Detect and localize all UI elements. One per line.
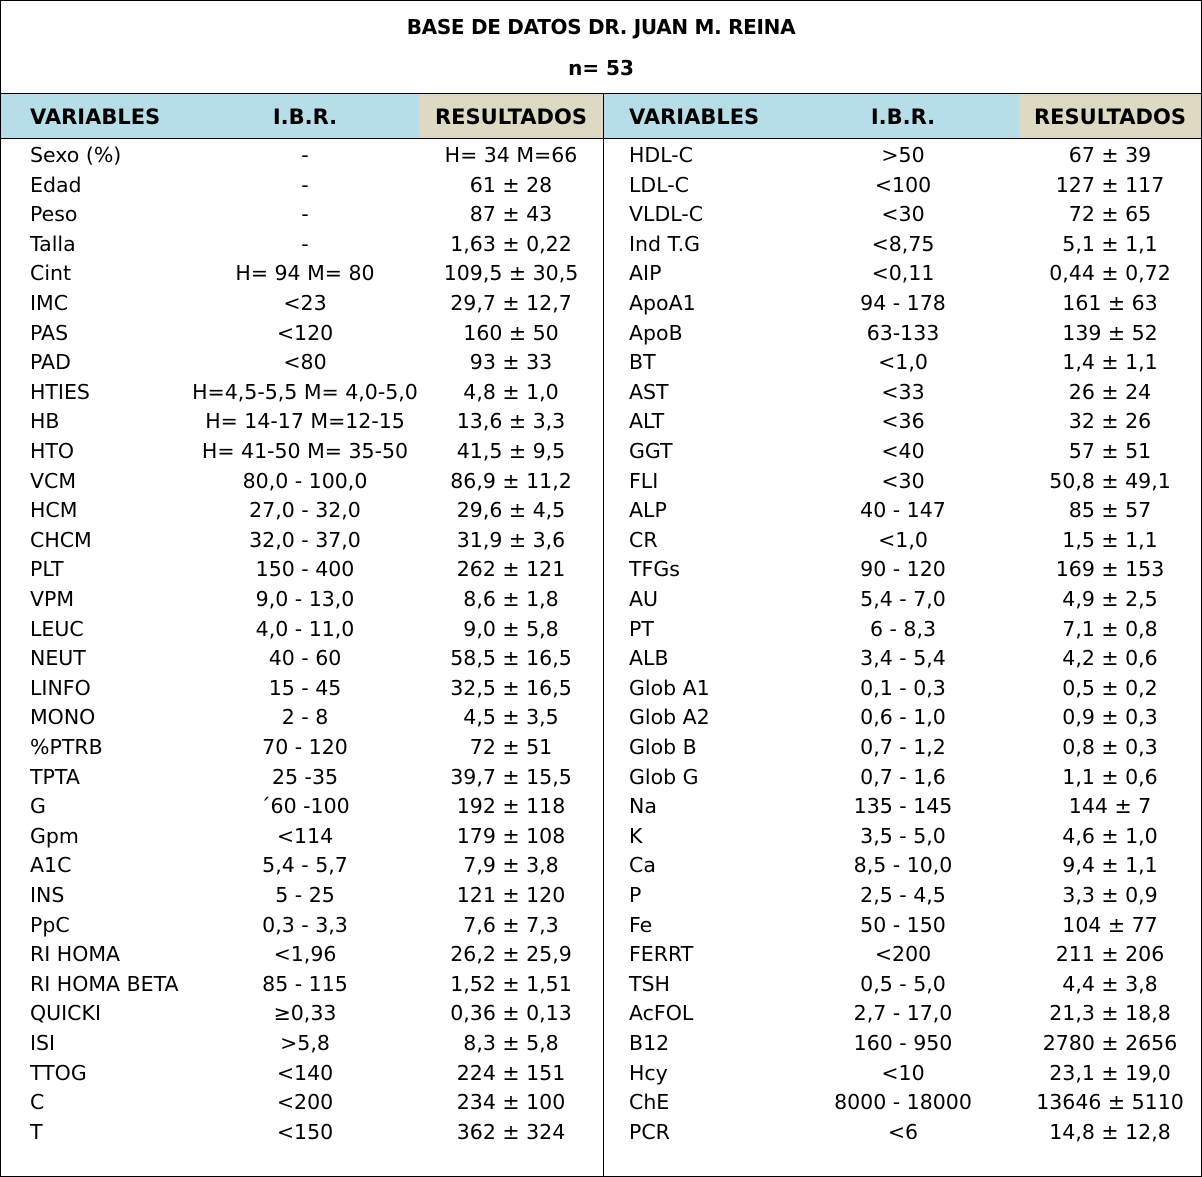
table-row [1,822,1201,852]
variable-cell: Fe [629,912,653,937]
variable-cell: TTOG [30,1060,87,1085]
header-resultados-right: RESULTADOS [1019,94,1201,138]
ibr-cell: <33 [881,379,925,404]
result-cell: 104 ± 77 [1062,912,1158,937]
variable-cell: LDL-C [629,172,689,197]
ibr-cell: - [301,202,309,227]
result-cell: 211 ± 206 [1055,942,1165,967]
result-cell: 26,2 ± 25,9 [450,942,572,967]
table-row [1,940,1201,970]
table-row [1,674,1201,704]
variable-cell: %PTRB [30,735,103,759]
result-cell: 160 ± 50 [463,320,559,345]
result-cell: 32 ± 26 [1068,409,1152,434]
variable-cell: K [629,823,643,848]
variable-cell: VLDL-C [629,202,704,227]
variable-cell: HTIES [30,379,90,404]
variable-cell: RI HOMA BETA [30,971,179,996]
ibr-cell: 85 - 115 [262,971,348,996]
result-cell: 169 ± 153 [1055,557,1165,582]
result-cell: 121 ± 120 [456,883,566,907]
variable-cell: Edad [30,172,82,197]
ibr-cell: 63-133 [866,320,940,345]
result-cell: 234 ± 100 [456,1090,566,1115]
result-cell: 29,7 ± 12,7 [450,291,572,315]
ibr-cell: 2,7 - 17,0 [853,1001,953,1026]
ibr-cell: H=4,5-5,5 M= 4,0-5,0 [192,379,418,404]
variable-cell: Glob B [629,735,697,759]
ibr-cell: 8,5 - 10,0 [853,853,953,878]
result-cell: 1,4 ± 1,1 [1062,350,1158,375]
table-row [1,348,1201,378]
ibr-cell: <0,11 [871,261,935,286]
variable-cell: CR [629,527,658,552]
variable-cell: Peso [30,202,78,227]
result-cell: 5,1 ± 1,1 [1062,231,1158,256]
header-ibr-left: I.B.R. [272,105,338,129]
variable-cell: PCR [629,1119,670,1144]
ibr-cell: 0,3 - 3,3 [262,912,348,937]
table-row [1,585,1201,615]
ibr-cell: 3,4 - 5,4 [860,646,946,671]
result-cell: 13646 ± 5110 [1036,1090,1184,1115]
ibr-cell: >5,8 [280,1031,330,1055]
variable-cell: T [30,1119,43,1144]
result-cell: 41,5 ± 9,5 [456,439,566,463]
ibr-cell: <1,96 [273,942,337,967]
variable-cell: HCM [30,498,78,523]
result-cell: 7,6 ± 7,3 [463,912,559,937]
ibr-cell: 0,1 - 0,3 [860,675,946,700]
result-cell: 58,5 ± 16,5 [450,646,572,671]
variable-cell: GGT [629,439,673,463]
ibr-cell: 40 - 60 [268,646,342,671]
ibr-cell: 27,0 - 32,0 [249,498,361,523]
ibr-cell: 0,7 - 1,2 [860,735,946,759]
ibr-cell: <30 [881,468,925,493]
ibr-cell: <1,0 [878,527,928,552]
result-cell: 192 ± 118 [456,794,566,819]
ibr-cell: <6 [887,1119,919,1144]
result-cell: 0,5 ± 0,2 [1062,675,1158,700]
variable-cell: RI HOMA [30,942,121,967]
ibr-cell: - [301,172,309,197]
table-row [1,1118,1201,1148]
table-row [1,911,1201,941]
ibr-cell: <1,0 [878,350,928,375]
variable-cell: Talla [30,231,76,256]
ibr-cell: 15 - 45 [268,675,342,700]
table-row [1,437,1201,467]
table-row [1,763,1201,793]
result-cell: 86,9 ± 11,2 [450,468,572,493]
ibr-cell: - [301,143,309,167]
result-cell: 72 ± 65 [1068,202,1152,227]
result-cell: 21,3 ± 18,8 [1049,1001,1171,1026]
table-row [1,644,1201,674]
variable-cell: HTO [30,439,75,463]
variable-cell: MONO [30,705,96,730]
variable-cell: FLI [629,468,659,493]
table-row [1,289,1201,319]
result-cell: 85 ± 57 [1068,498,1152,523]
ibr-cell: <100 [874,172,932,197]
variable-cell: Ca [629,853,656,878]
variable-cell: PpC [30,912,70,937]
variable-cell: FERRT [629,942,694,967]
variable-cell: QUICKI [30,1001,101,1026]
variable-cell: ISI [30,1031,56,1055]
ibr-cell: <150 [276,1119,334,1144]
table-row [1,407,1201,437]
result-cell: 8,6 ± 1,8 [463,587,559,611]
ibr-cell: <114 [276,823,334,848]
variable-cell: B12 [629,1031,670,1055]
result-cell: 87 ± 43 [469,202,553,227]
ibr-cell: <36 [881,409,925,434]
result-cell: 4,6 ± 1,0 [1062,823,1158,848]
result-cell: 9,0 ± 5,8 [463,616,559,641]
ibr-cell: <120 [276,320,334,345]
result-cell: 39,7 ± 15,5 [450,764,572,789]
ibr-cell: <30 [881,202,925,227]
result-cell: 29,6 ± 4,5 [456,498,566,523]
table-row [1,171,1201,201]
result-cell: 26 ± 24 [1068,379,1152,404]
variable-cell: CHCM [30,527,92,552]
variable-cell: PT [629,616,654,641]
table-row [1,259,1201,289]
variable-cell: TFGs [629,557,680,582]
table-row [1,141,1201,171]
result-cell: 3,3 ± 0,9 [1062,883,1158,907]
result-cell: 7,9 ± 3,8 [463,853,559,878]
table-row [1,467,1201,497]
ibr-cell: ´60 -100 [260,794,350,819]
result-cell: 13,6 ± 3,3 [456,409,566,434]
ibr-cell: 90 - 120 [860,557,946,582]
table-row [1,970,1201,1000]
result-cell: 0,9 ± 0,3 [1062,705,1158,730]
variable-cell: VPM [30,587,75,611]
table-row [1,1029,1201,1059]
variable-cell: ALP [629,498,667,523]
ibr-cell: 135 - 145 [853,794,953,819]
result-cell: 14,8 ± 12,8 [1049,1119,1171,1144]
table-row [1,230,1201,260]
variable-cell: VCM [30,468,77,493]
variable-cell: Glob A1 [629,675,710,700]
result-cell: 262 ± 121 [456,557,566,582]
ibr-cell: 0,6 - 1,0 [860,705,946,730]
variable-cell: C [30,1090,45,1115]
result-cell: 4,2 ± 0,6 [1062,646,1158,671]
title-area [1,1,1201,94]
result-cell: 4,9 ± 2,5 [1062,587,1158,611]
header-variables-left: VARIABLES [30,105,161,129]
variable-cell: TSH [629,971,670,996]
ibr-cell: <8,75 [871,231,935,256]
variable-cell: PAD [30,350,71,375]
table-row [1,615,1201,645]
ibr-cell: H= 41-50 M= 35-50 [201,439,409,463]
variable-cell: LEUC [30,616,84,641]
variable-cell: ApoB [629,320,683,345]
result-cell: 93 ± 33 [469,350,553,375]
result-cell: 32,5 ± 16,5 [450,675,572,700]
variable-cell: AIP [629,261,662,286]
table-row [1,200,1201,230]
ibr-cell: 5 - 25 [275,883,335,907]
result-cell: 57 ± 51 [1068,439,1152,463]
sample-size: n= 53 [568,56,634,80]
ibr-cell: H= 14-17 M=12-15 [205,409,405,434]
variable-cell: Ind T.G [629,231,701,256]
variable-cell: Sexo (%) [30,143,122,167]
ibr-cell: 2 - 8 [281,705,329,730]
header-ibr-right: I.B.R. [870,105,936,129]
ibr-cell: 8000 - 18000 [834,1090,972,1115]
ibr-cell: <23 [283,291,327,315]
result-cell: 127 ± 117 [1055,172,1165,197]
result-cell: 179 ± 108 [456,823,566,848]
ibr-cell: 5,4 - 7,0 [860,587,946,611]
table-row [1,999,1201,1029]
result-cell: 72 ± 51 [469,735,553,759]
ibr-cell: 94 - 178 [860,291,946,315]
result-cell: 139 ± 52 [1062,320,1158,345]
variable-cell: ALT [629,409,665,434]
variable-cell: HB [30,409,60,434]
result-cell: 4,8 ± 1,0 [463,379,559,404]
table-row [1,555,1201,585]
table-row [1,733,1201,763]
table-row [1,792,1201,822]
result-cell: 7,1 ± 0,8 [1062,616,1158,641]
variable-cell: PAS [30,320,69,345]
variable-cell: Glob G [629,764,699,789]
ibr-cell: 4,0 - 11,0 [255,616,355,641]
table-row [1,319,1201,349]
variable-cell: IMC [30,291,69,315]
ibr-cell: 25 -35 [271,764,339,789]
result-cell: 144 ± 7 [1068,794,1152,819]
result-cell: 1,63 ± 0,22 [450,231,572,256]
variable-cell: AU [629,587,659,611]
table-row [1,496,1201,526]
variable-cell: Glob A2 [629,705,710,730]
ibr-cell: 80,0 - 100,0 [242,468,368,493]
variable-cell: A1C [30,853,72,878]
result-cell: 4,4 ± 3,8 [1062,971,1158,996]
table-row [1,881,1201,911]
ibr-cell: 70 - 120 [262,735,348,759]
variable-cell: PLT [30,557,64,582]
ibr-cell: <80 [283,350,327,375]
table-row [1,1059,1201,1089]
ibr-cell: 40 - 147 [860,498,946,523]
ibr-cell: 2,5 - 4,5 [860,883,946,907]
result-cell: 8,3 ± 5,8 [463,1031,559,1055]
result-cell: 50,8 ± 49,1 [1049,468,1171,493]
ibr-cell: H= 94 M= 80 [235,261,375,286]
ibr-cell: 5,4 - 5,7 [262,853,348,878]
variable-cell: P [629,883,642,907]
ibr-cell: - [301,231,309,256]
ibr-cell: <200 [874,942,932,967]
page-title: BASE DE DATOS DR. JUAN M. REINA [406,15,796,39]
ibr-cell: 0,7 - 1,6 [860,764,946,789]
result-cell: 362 ± 324 [456,1119,566,1144]
column-header-row [1,94,1201,139]
ibr-cell: 160 - 950 [853,1031,953,1055]
result-cell: 67 ± 39 [1068,143,1152,167]
ibr-cell: <140 [276,1060,334,1085]
result-cell: 224 ± 151 [456,1060,566,1085]
variable-cell: BT [629,350,656,375]
variable-cell: TPTA [30,764,80,789]
variable-cell: ALB [629,646,669,671]
ibr-cell: <200 [276,1090,334,1115]
variable-cell: ChE [629,1090,670,1115]
result-cell: 61 ± 28 [469,172,553,197]
ibr-cell: 9,0 - 13,0 [255,587,355,611]
ibr-cell: 6 - 8,3 [869,616,937,641]
result-cell: 23,1 ± 19,0 [1049,1060,1171,1085]
result-cell: 1,1 ± 0,6 [1062,764,1158,789]
table-row [1,703,1201,733]
ibr-cell: 3,5 - 5,0 [860,823,946,848]
ibr-cell: <40 [881,439,925,463]
ibr-cell: 50 - 150 [860,912,946,937]
result-cell: 1,52 ± 1,51 [450,971,572,996]
result-cell: 0,36 ± 0,13 [450,1001,572,1026]
result-cell: 1,5 ± 1,1 [1062,527,1158,552]
result-cell: 31,9 ± 3,6 [456,527,566,552]
result-cell: 2780 ± 2656 [1042,1031,1178,1055]
variable-cell: INS [30,883,65,907]
variable-cell: LINFO [30,675,91,700]
variable-cell: Hcy [629,1060,668,1085]
result-cell: 9,4 ± 1,1 [1062,853,1158,878]
table-row [1,526,1201,556]
variable-cell: Cint [30,261,72,286]
header-resultados-left: RESULTADOS [419,94,603,138]
table-row [1,378,1201,408]
variable-cell: AcFOL [629,1001,694,1026]
variable-cell: AST [629,379,669,404]
ibr-cell: 32,0 - 37,0 [249,527,361,552]
variable-cell: NEUT [30,646,86,671]
variable-cell: Na [629,794,657,819]
result-cell: 4,5 ± 3,5 [463,705,559,730]
result-cell: 0,44 ± 0,72 [1049,261,1171,286]
variable-cell: G [30,794,46,819]
ibr-cell: <10 [881,1060,925,1085]
ibr-cell: ≥0,33 [273,1001,337,1026]
ibr-cell: 150 - 400 [255,557,355,582]
variable-cell: ApoA1 [629,291,696,315]
header-variables-right: VARIABLES [629,105,760,129]
variable-cell: HDL-C [629,143,693,167]
table-row [1,1088,1201,1118]
variable-cell: Gpm [30,823,79,848]
ibr-cell: >50 [881,143,925,167]
result-cell: 0,8 ± 0,3 [1062,735,1158,759]
result-cell: 109,5 ± 30,5 [443,261,579,286]
result-cell: H= 34 M=66 [444,143,578,167]
result-cell: 161 ± 63 [1062,291,1158,315]
ibr-cell: 0,5 - 5,0 [860,971,946,996]
table-row [1,851,1201,881]
